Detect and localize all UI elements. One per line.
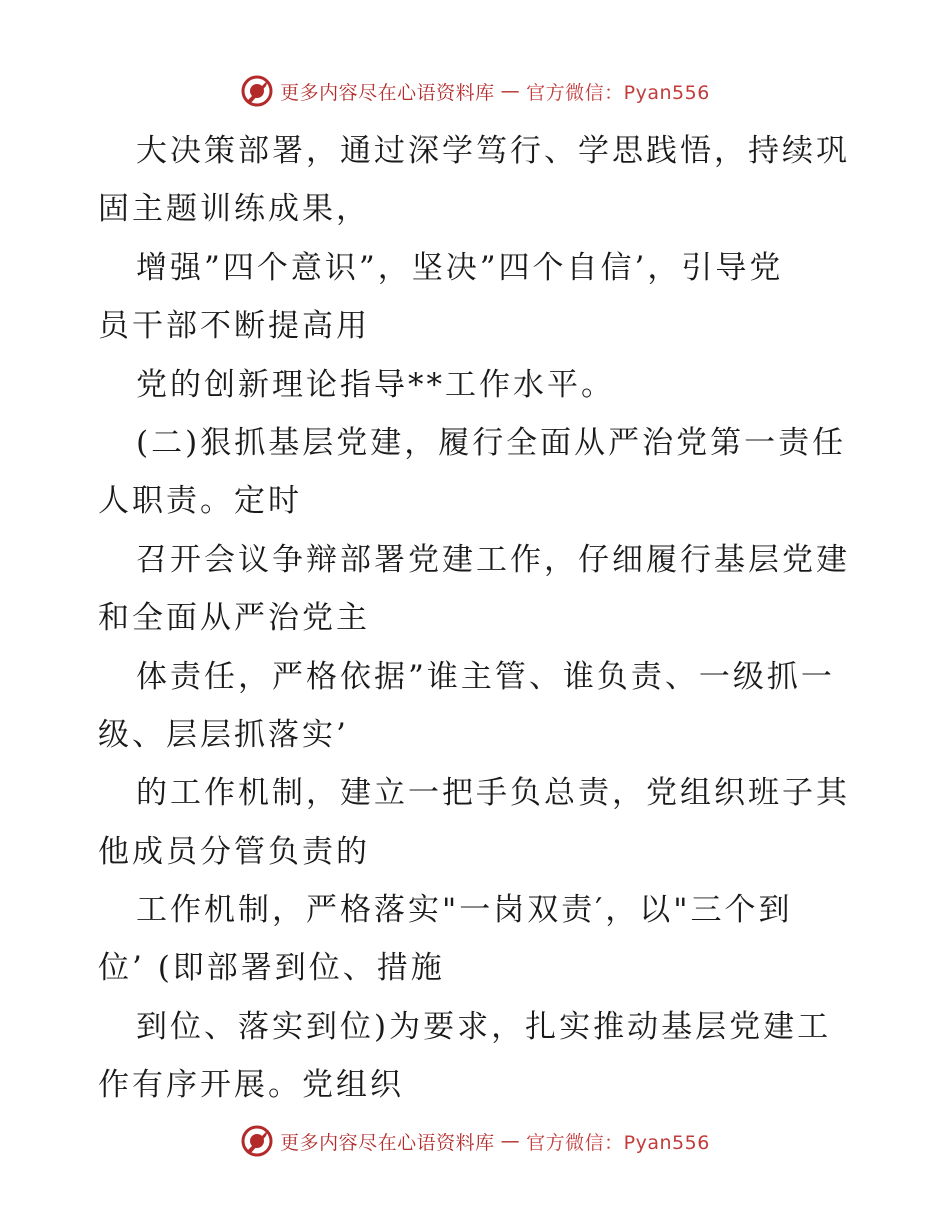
text-line: 工作机制，严格落实"一岗双责′，以"三个到 xyxy=(136,892,793,929)
text-line: 人职责。定时 xyxy=(98,483,302,520)
text-line: 大决策部署，通过深学笃行、学思践悟，持续巩 xyxy=(136,133,850,169)
text-line: 员干部不断提高用 xyxy=(98,308,370,345)
document-body xyxy=(98,122,858,1115)
text-line: 到位、落实到位)为要求，扎实推动基层党建工 xyxy=(136,1008,832,1045)
footer-watermark xyxy=(0,1124,950,1158)
text-line: 召开会议争辩部署党建工作，仔细履行基层党建 xyxy=(136,541,850,578)
text-line: 增强”四个意识”，坚决”四个自信’，引导党 xyxy=(136,249,784,286)
watermark-text: 更多内容尽在心语资料库 xyxy=(280,81,495,104)
text-line: 体责任，严格依据”谁主管、谁负责、一级抓一 xyxy=(136,658,835,695)
watermark-wechat: 官方微信：Pyan556 xyxy=(526,1131,710,1154)
watermark-separator: — xyxy=(500,80,521,102)
text-line: (二)狠抓基层党建，履行全面从严治党第一责任 xyxy=(136,424,847,461)
text-line: 固主题训练成果， xyxy=(98,191,370,228)
text-line: 的工作机制，建立一把手负总责，党组织班子其 xyxy=(136,775,850,812)
text-line: 作有序开展。党组织 xyxy=(98,1067,404,1104)
text-line: 级、层层抓落实’ xyxy=(98,716,349,753)
watermark-separator: — xyxy=(500,1130,521,1152)
text-line: 位’ (即部署到位、措施 xyxy=(98,950,445,987)
pen-logo-icon xyxy=(240,74,274,108)
watermark-text: 更多内容尽在心语资料库 xyxy=(280,1131,495,1154)
text-line: 和全面从严治党主 xyxy=(98,600,370,637)
text-line: 党的创新理论指导**工作水平。 xyxy=(136,366,615,403)
text-line: 他成员分管负责的 xyxy=(98,833,370,870)
header-watermark xyxy=(0,74,950,108)
watermark-wechat: 官方微信：Pyan556 xyxy=(526,81,710,104)
pen-logo-icon xyxy=(240,1124,274,1158)
